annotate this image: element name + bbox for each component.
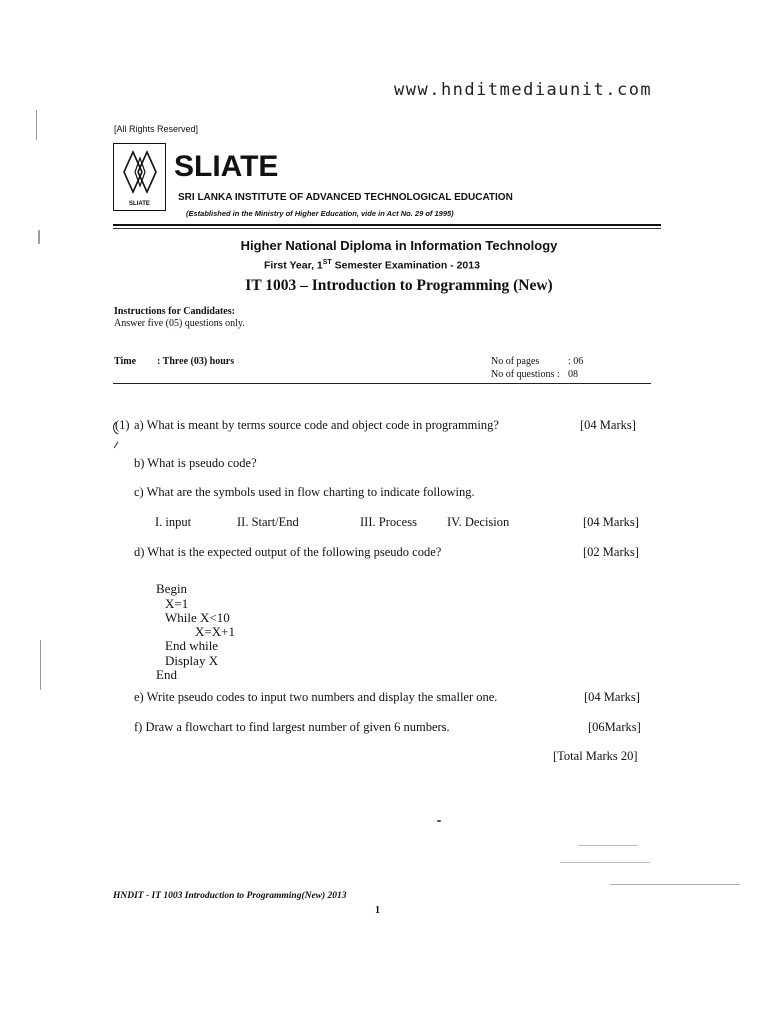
course-title (0, 277, 768, 295)
scan-artifact (560, 862, 650, 863)
questions-label: No of questions : (491, 369, 560, 380)
diploma-title (0, 238, 768, 253)
pages-value: : 06 (568, 356, 584, 367)
instructions-heading: Instructions for Candidates: (114, 306, 235, 317)
institute-logo-text: SLIATE (174, 150, 279, 183)
symbol-item-start-end: II. Start/End (237, 515, 299, 529)
website-url: www.hnditmediaunit.com (394, 80, 653, 100)
logo-caption: SLIATE (129, 201, 150, 207)
logo-emblem-icon (120, 148, 160, 196)
scan-artifact (578, 845, 638, 846)
time-label: Time (114, 356, 137, 367)
question-1b: b) What is pseudo code? (134, 456, 257, 470)
diploma-title-text: Higher National Diploma in Information Technology (240, 238, 558, 253)
page-number: 1 (375, 905, 380, 916)
question-1f-marks: [06Marks] (588, 720, 641, 734)
question-1d: d) What is the expected output of the following pseudo code? (134, 545, 442, 559)
code-line: End (156, 667, 177, 682)
question-1a: a) What is meant by terms source code and object code in programming? (134, 418, 499, 432)
scan-artifact (36, 110, 37, 140)
question-1a-marks: [04 Marks] (580, 418, 636, 432)
rights-notice: [All Rights Reserved] (114, 124, 199, 134)
pen-mark-icon (108, 418, 144, 458)
scan-artifact (38, 230, 40, 244)
institute-established: (Established in the Ministry of Higher Education, vide in Act No. 29 of 1995) (186, 209, 454, 218)
question-number: (1) (115, 418, 130, 432)
sitting-text-rest: Semester Examination - 2013 (331, 259, 480, 272)
scan-artifact (40, 640, 41, 690)
code-line: X=X+1 (195, 624, 235, 639)
instructions-text: Answer five (05) questions only. (114, 318, 245, 329)
course-title-text: IT 1003 – Introduction to Programming (New) (245, 277, 553, 294)
sitting-superscript: ST (322, 259, 332, 266)
pages-label: No of pages (491, 356, 540, 367)
scan-artifact (610, 884, 740, 885)
sitting-text: First Year, 1 (264, 259, 323, 272)
symbol-item-input: I. input (155, 515, 192, 529)
total-marks: [Total Marks 20] (553, 749, 638, 763)
code-line: End while (165, 638, 219, 653)
symbol-item-decision: IV. Decision (447, 515, 510, 529)
question-1c: c) What are the symbols used in flow charting to indicate following. (134, 485, 475, 499)
symbol-item-process: III. Process (360, 515, 417, 529)
scan-artifact (437, 820, 441, 822)
code-line: While X<10 (165, 610, 230, 625)
questions-value: 08 (568, 369, 578, 380)
header-divider (113, 224, 661, 226)
time-value: : Three (03) hours (157, 356, 235, 367)
question-1c-marks: [04 Marks] (583, 515, 639, 529)
sliate-logo (113, 143, 166, 211)
question-1e: e) Write pseudo codes to input two numbers and display the smaller one. (134, 690, 498, 704)
exam-sitting (264, 259, 480, 272)
footer-course: HNDIT - IT 1003 Introduction to Programming(New) 2013 (113, 891, 347, 901)
code-line: Display X (165, 653, 219, 668)
code-line: X=1 (165, 596, 189, 611)
question-1e-marks: [04 Marks] (584, 690, 640, 704)
question-1d-marks: [02 Marks] (583, 545, 639, 559)
section-divider (113, 383, 651, 384)
institute-name: SRI LANKA INSTITUTE OF ADVANCED TECHNOLOGICAL EDUCATION (178, 192, 513, 203)
header-divider-thin (113, 228, 661, 229)
code-line: Begin (156, 581, 188, 596)
question-1f: f) Draw a flowchart to find largest number of given 6 numbers. (134, 720, 450, 734)
